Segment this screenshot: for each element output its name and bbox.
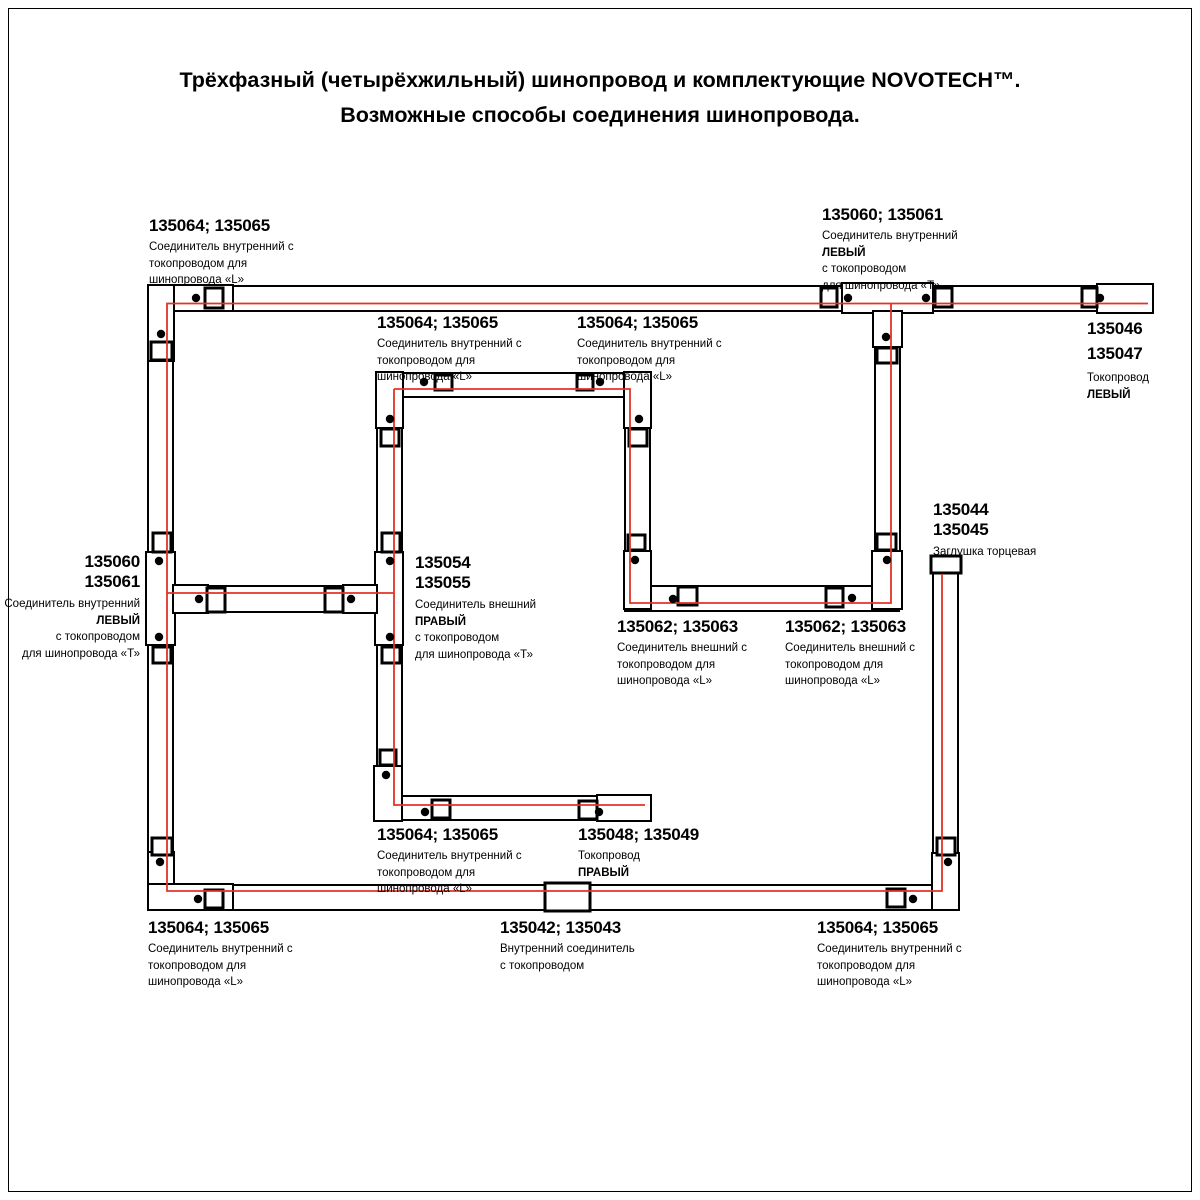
part-code: 135064; 135065: [149, 216, 271, 235]
label-outer-connector-1: [617, 617, 747, 690]
part-desc: ЛЕВЫЙ: [1087, 388, 1131, 401]
label-inner-t-connector-left: [0, 552, 140, 662]
part-desc: для шинопровода «Т»: [22, 647, 140, 660]
connector-box: [205, 288, 223, 308]
junction-dot: [595, 808, 603, 816]
part-desc: Внутренний соединитель: [500, 943, 635, 955]
part-desc: шинопровода «L»: [785, 675, 881, 687]
label-inner-t-connector-top: [822, 205, 958, 294]
part-code: 135064; 135065: [577, 313, 699, 332]
junction-dot: [347, 595, 355, 603]
part-desc: токопроводом для: [148, 959, 247, 972]
part-desc: шинопровода «L»: [149, 274, 245, 286]
connector-box: [432, 800, 450, 818]
part-code: 135061: [84, 572, 140, 591]
label-inner-connector-bottom-left: [148, 918, 293, 991]
label-outer-connector-2: [785, 617, 915, 690]
label-inner-connector-mid-top-1: [377, 313, 522, 386]
part-desc: Соединитель внутренний: [4, 598, 140, 610]
part-desc: шинопровода «L»: [577, 371, 673, 383]
label-internal-coupler: [500, 918, 635, 974]
part-desc: Соединитель внешний: [415, 599, 537, 611]
page-title: Трёхфазный (четырёхжильный) шинопровод и комплектующие NOVOTECH™.: [179, 68, 1021, 92]
label-inner-connector-mid-bottom: [377, 825, 522, 898]
t-body-top-v: [873, 311, 902, 347]
part-desc: шинопровода «L»: [817, 976, 913, 988]
part-desc: токопроводом для: [149, 257, 248, 270]
connector-box: [382, 533, 400, 552]
part-desc: Соединитель внутренний с: [817, 943, 962, 955]
connector-box: [325, 588, 343, 612]
junction-dot: [882, 333, 890, 341]
part-desc: шинопровода «L»: [617, 675, 713, 687]
part-code: 135054: [415, 553, 471, 572]
part-code: 135055: [415, 573, 471, 592]
connector-box: [382, 647, 400, 663]
connector-box: [153, 647, 171, 663]
part-desc: Соединитель внешний с: [785, 642, 916, 654]
part-code: 135060: [84, 552, 140, 571]
connector-box: [207, 588, 225, 612]
part-desc: с токопроводом: [822, 263, 907, 275]
junction-dot: [421, 808, 429, 816]
part-code: 135045: [933, 520, 989, 539]
part-desc: Соединитель внешний с: [617, 642, 748, 654]
part-desc: Токопровод: [1087, 372, 1149, 384]
part-desc: Заглушка торцевая: [933, 546, 1037, 558]
internal-coupler-piece: [545, 883, 590, 911]
part-desc: для шинопровода «Т»: [822, 279, 940, 292]
connector-box: [151, 342, 172, 360]
part-code: 135047: [1087, 344, 1143, 363]
connector-box: [629, 429, 647, 446]
track-inner-mid-horizontal: [625, 586, 899, 611]
junction-dot: [195, 595, 203, 603]
junction-dot: [1096, 294, 1104, 302]
connector-box: [205, 890, 223, 908]
page-subtitle: Возможные способы соединения шинопровода.: [340, 103, 860, 127]
connector-box: [381, 429, 399, 446]
junction-dot: [844, 294, 852, 302]
junction-dot: [848, 594, 856, 602]
label-outer-t-connector-right: [415, 553, 536, 663]
junction-dot: [922, 294, 930, 302]
part-desc: шинопровода «L»: [377, 883, 473, 895]
label-inner-connector-top-left: [149, 216, 294, 289]
junction-dot: [155, 633, 163, 641]
part-desc: Соединитель внутренний с: [377, 850, 522, 862]
part-desc: ЛЕВЫЙ: [822, 246, 866, 259]
junction-dot: [669, 595, 677, 603]
junction-dot: [386, 633, 394, 641]
part-code: 135064; 135065: [148, 918, 270, 937]
part-code: 135044: [933, 500, 989, 519]
part-desc: Соединитель внутренний с: [149, 241, 294, 253]
part-desc: с токопроводом: [55, 631, 140, 643]
part-code: 135062; 135063: [785, 617, 907, 636]
junction-dot: [386, 557, 394, 565]
junction-dot: [382, 771, 390, 779]
connector-box: [877, 534, 896, 550]
connector-box: [152, 838, 172, 855]
junction-dot: [156, 858, 164, 866]
part-desc: токопроводом для: [577, 354, 676, 367]
part-code: 135042; 135043: [500, 918, 622, 937]
part-code: 135048; 135049: [578, 825, 700, 844]
t-body-mid-v: [375, 552, 403, 645]
junction-dot: [157, 330, 165, 338]
junction-dot: [386, 415, 394, 423]
t-body-left-v: [146, 552, 175, 645]
part-desc: ЛЕВЫЙ: [96, 614, 140, 627]
part-code: 135062; 135063: [617, 617, 739, 636]
junction-dot: [883, 556, 891, 564]
part-desc: с токопроводом: [415, 632, 500, 644]
junction-dot: [909, 895, 917, 903]
connector-box: [579, 801, 597, 819]
part-desc: Соединитель внутренний: [822, 230, 958, 242]
part-code: 135064; 135065: [377, 825, 499, 844]
feed-left-piece: [1097, 284, 1153, 313]
part-desc: ПРАВЫЙ: [578, 866, 630, 879]
label-feed-left: [1087, 316, 1149, 403]
part-desc: токопроводом для: [785, 658, 884, 671]
part-desc: Соединитель внутренний с: [148, 943, 293, 955]
junction-dot: [192, 294, 200, 302]
junction-dot: [631, 556, 639, 564]
part-desc: Токопровод: [578, 850, 640, 862]
label-inner-connector-mid-top-2: [577, 313, 722, 386]
connector-box: [826, 588, 843, 607]
label-inner-connector-bottom-right: [817, 918, 962, 991]
label-end-cap: [933, 500, 1036, 561]
part-desc: токопроводом для: [617, 658, 716, 671]
part-desc: токопроводом для: [817, 959, 916, 972]
part-desc: Соединитель внутренний с: [377, 338, 522, 350]
part-desc: токопроводом для: [377, 354, 476, 367]
part-desc: ПРАВЫЙ: [415, 615, 467, 628]
connector-box: [153, 533, 171, 552]
part-code: 135064; 135065: [377, 313, 499, 332]
junction-dot: [944, 858, 952, 866]
junction-dot: [635, 415, 643, 423]
part-desc: шинопровода «L»: [377, 371, 473, 383]
label-feed-right: [578, 825, 699, 881]
part-desc: с токопроводом: [500, 959, 585, 972]
connector-box: [937, 838, 955, 855]
connector-box: [877, 348, 897, 363]
part-code: 135046: [1087, 319, 1143, 338]
part-code: 135060; 135061: [822, 205, 944, 224]
part-desc: токопроводом для: [377, 866, 476, 879]
part-desc: шинопровода «L»: [148, 976, 244, 988]
part-desc: Соединитель внутренний с: [577, 338, 722, 350]
part-desc: для шинопровода «Т»: [415, 648, 533, 661]
feed-right-piece: [597, 795, 651, 821]
part-code: 135064; 135065: [817, 918, 939, 937]
junction-dot: [155, 557, 163, 565]
junction-dot: [194, 895, 202, 903]
